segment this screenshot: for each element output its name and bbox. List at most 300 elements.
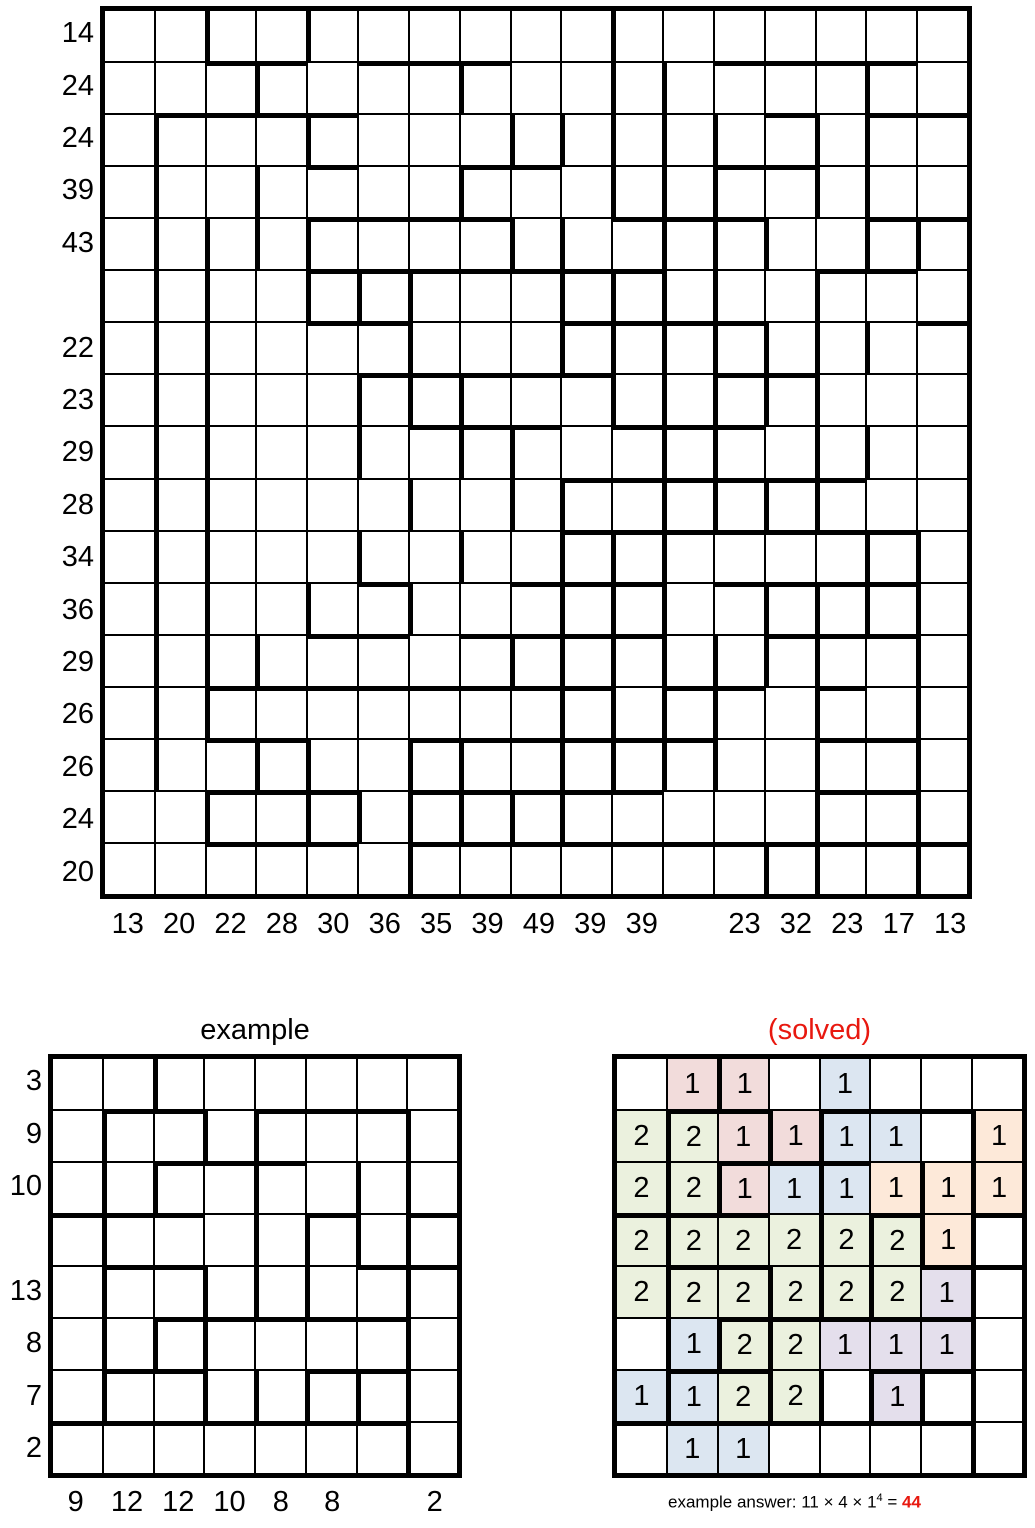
- cell-r5-c9[interactable]: [561, 270, 612, 322]
- cell-r5-c2[interactable]: [206, 270, 257, 322]
- cell-r6-c8[interactable]: [511, 322, 562, 374]
- cell-r16-c11[interactable]: [663, 843, 714, 895]
- cell-r12-c12[interactable]: [714, 635, 765, 687]
- cell-r12-c1[interactable]: [155, 635, 206, 687]
- cell-r0-c16[interactable]: [917, 10, 968, 62]
- cell-r16-c10[interactable]: [612, 843, 663, 895]
- cell-r13-c10[interactable]: [612, 687, 663, 739]
- cell-r2-c9[interactable]: [561, 114, 612, 166]
- cell-r15-c8[interactable]: [511, 791, 562, 843]
- cell-r14-c13[interactable]: [765, 739, 816, 791]
- cell-r2-c16[interactable]: [917, 114, 968, 166]
- cell-r0-c4[interactable]: [307, 10, 358, 62]
- cell-r11-c16[interactable]: [917, 583, 968, 635]
- cell-r13-c16[interactable]: [917, 687, 968, 739]
- cell-r0-c9[interactable]: [561, 10, 612, 62]
- cell-r2-c15[interactable]: [866, 114, 917, 166]
- cell-r14-c4[interactable]: [307, 739, 358, 791]
- cell-r1-c3[interactable]: [256, 62, 307, 114]
- cell-r7-c2[interactable]: [206, 374, 257, 426]
- cell-r9-c1[interactable]: [155, 479, 206, 531]
- cell-r16-c13[interactable]: [765, 843, 816, 895]
- cell-r9-c13[interactable]: [765, 479, 816, 531]
- cell-r10-c8[interactable]: [511, 531, 562, 583]
- cell-r7-c16[interactable]: [917, 374, 968, 426]
- cell-r14-c6[interactable]: [409, 739, 460, 791]
- cell-r8-c9[interactable]: [561, 426, 612, 478]
- cell-r4-c3[interactable]: [256, 218, 307, 270]
- cell-r4-c2[interactable]: [206, 218, 257, 270]
- cell-r8-c5[interactable]: [358, 426, 409, 478]
- cell-r14-c3[interactable]: [256, 739, 307, 791]
- cell-r4-c7[interactable]: [460, 218, 511, 270]
- cell-r16-c7[interactable]: [460, 843, 511, 895]
- cell-r8-c12[interactable]: [714, 426, 765, 478]
- cell-r13-c2[interactable]: [206, 687, 257, 739]
- cell-r2-c14[interactable]: [816, 114, 867, 166]
- cell-r9-c14[interactable]: [816, 479, 867, 531]
- cell-r16-c0[interactable]: [104, 843, 155, 895]
- cell-r6-c4[interactable]: [307, 322, 358, 374]
- cell-r15-c5[interactable]: [358, 791, 409, 843]
- cell-r11-c1[interactable]: [155, 583, 206, 635]
- cell-r14-c14[interactable]: [816, 739, 867, 791]
- cell-r0-c13[interactable]: [765, 10, 816, 62]
- cell-r16-c12[interactable]: [714, 843, 765, 895]
- cell-r14-c7[interactable]: [460, 739, 511, 791]
- cell-r11-c0[interactable]: [104, 583, 155, 635]
- cell-r7-c7[interactable]: [460, 374, 511, 426]
- cell-r14-c12[interactable]: [714, 739, 765, 791]
- cell-r0-c10[interactable]: [612, 10, 663, 62]
- cell-r14-c9[interactable]: [561, 739, 612, 791]
- cell-r1-c11[interactable]: [663, 62, 714, 114]
- cell-r9-c16[interactable]: [917, 479, 968, 531]
- cell-r0-c5[interactable]: [358, 10, 409, 62]
- cell-r11-c14[interactable]: [816, 583, 867, 635]
- cell-r14-c5[interactable]: [358, 739, 409, 791]
- cell-r11-c2[interactable]: [206, 583, 257, 635]
- cell-r4-c8[interactable]: [511, 218, 562, 270]
- cell-r6-c14[interactable]: [816, 322, 867, 374]
- cell-r15-c4[interactable]: [307, 791, 358, 843]
- cell-r6-c10[interactable]: [612, 322, 663, 374]
- cell-r7-c3[interactable]: [256, 374, 307, 426]
- cell-r10-c2[interactable]: [206, 531, 257, 583]
- cell-r12-c4[interactable]: [307, 635, 358, 687]
- cell-r2-c0[interactable]: [104, 114, 155, 166]
- cell-r4-c16[interactable]: [917, 218, 968, 270]
- cell-r10-c12[interactable]: [714, 531, 765, 583]
- cell-r10-c0[interactable]: [104, 531, 155, 583]
- cell-r11-c5[interactable]: [358, 583, 409, 635]
- cell-r7-c8[interactable]: [511, 374, 562, 426]
- cell-r10-c6[interactable]: [409, 531, 460, 583]
- cell-r9-c2[interactable]: [206, 479, 257, 531]
- cell-r6-c6[interactable]: [409, 322, 460, 374]
- cell-r3-c0[interactable]: [104, 166, 155, 218]
- cell-r11-c4[interactable]: [307, 583, 358, 635]
- cell-r16-c1[interactable]: [155, 843, 206, 895]
- cell-r4-c0[interactable]: [104, 218, 155, 270]
- cell-r8-c15[interactable]: [866, 426, 917, 478]
- cell-r5-c14[interactable]: [816, 270, 867, 322]
- cell-r4-c6[interactable]: [409, 218, 460, 270]
- cell-r14-c2[interactable]: [206, 739, 257, 791]
- cell-r16-c8[interactable]: [511, 843, 562, 895]
- cell-r11-c3[interactable]: [256, 583, 307, 635]
- cell-r11-c8[interactable]: [511, 583, 562, 635]
- cell-r7-c1[interactable]: [155, 374, 206, 426]
- cell-r16-c9[interactable]: [561, 843, 612, 895]
- cell-r3-c8[interactable]: [511, 166, 562, 218]
- cell-r4-c6: [357, 1266, 408, 1318]
- cell-r11-c9[interactable]: [561, 583, 612, 635]
- cell-r6-c0[interactable]: [104, 322, 155, 374]
- row-clue-10: 34: [61, 541, 94, 574]
- cell-r15-c9[interactable]: [561, 791, 612, 843]
- cell-r2-c1[interactable]: [155, 114, 206, 166]
- cell-r16-c6[interactable]: [409, 843, 460, 895]
- cell-r10-c11[interactable]: [663, 531, 714, 583]
- cell-r7-c11[interactable]: [663, 374, 714, 426]
- cell-r0-c15[interactable]: [866, 10, 917, 62]
- cell-r9-c5[interactable]: [358, 479, 409, 531]
- cell-r12-c15[interactable]: [866, 635, 917, 687]
- cell-r15-c10[interactable]: [612, 791, 663, 843]
- cell-r12-c10[interactable]: [612, 635, 663, 687]
- cell-r4-c4[interactable]: [307, 218, 358, 270]
- cell-r2-c13[interactable]: [765, 114, 816, 166]
- cell-r1-c16[interactable]: [917, 62, 968, 114]
- cell-r15-c6[interactable]: [409, 791, 460, 843]
- cell-r7-c10[interactable]: [612, 374, 663, 426]
- cell-r9-c10[interactable]: [612, 479, 663, 531]
- cell-r5-c4[interactable]: [307, 270, 358, 322]
- cell-r15-c7[interactable]: [460, 791, 511, 843]
- cell-r3-c14[interactable]: [816, 166, 867, 218]
- cell-r5-c7[interactable]: [460, 270, 511, 322]
- cell-r10-c3[interactable]: [256, 531, 307, 583]
- cell-r10-c9[interactable]: [561, 531, 612, 583]
- cell-r8-c14[interactable]: [816, 426, 867, 478]
- example-title: example: [200, 1014, 310, 1046]
- cell-r3-c6[interactable]: [409, 166, 460, 218]
- cell-r7-c0[interactable]: [104, 374, 155, 426]
- cell-r8-c10[interactable]: [612, 426, 663, 478]
- cell-r14-c16[interactable]: [917, 739, 968, 791]
- cell-r12-c7[interactable]: [460, 635, 511, 687]
- cell-r2-c8[interactable]: [511, 114, 562, 166]
- cell-r9-c6[interactable]: [409, 479, 460, 531]
- cell-r16-c15[interactable]: [866, 843, 917, 895]
- cell-r6-c13[interactable]: [765, 322, 816, 374]
- cell-r5-c6[interactable]: [409, 270, 460, 322]
- cell-r2-c3[interactable]: [256, 114, 307, 166]
- cell-r3-c1[interactable]: [155, 166, 206, 218]
- cell-r3-c2[interactable]: [206, 166, 257, 218]
- cell-r8-c8[interactable]: [511, 426, 562, 478]
- cell-r0-c8[interactable]: [511, 10, 562, 62]
- cell-r2-c12[interactable]: [714, 114, 765, 166]
- cell-r6-c1[interactable]: [155, 322, 206, 374]
- cell-r6-c15[interactable]: [866, 322, 917, 374]
- cell-r10-c14[interactable]: [816, 531, 867, 583]
- cell-r8-c1[interactable]: [155, 426, 206, 478]
- cell-r7-c4[interactable]: [307, 374, 358, 426]
- cell-r5-c0[interactable]: [104, 270, 155, 322]
- cell-r14-c0[interactable]: [104, 739, 155, 791]
- cell-r13-c6[interactable]: [409, 687, 460, 739]
- cell-r4-c10[interactable]: [612, 218, 663, 270]
- cell-r15-c16[interactable]: [917, 791, 968, 843]
- cell-r6-c3[interactable]: [256, 322, 307, 374]
- cell-r3-c4: 2: [820, 1214, 871, 1266]
- cell-r1-c5[interactable]: [358, 62, 409, 114]
- cell-r8-c11[interactable]: [663, 426, 714, 478]
- cell-r0-c2[interactable]: [206, 10, 257, 62]
- cell-r0-c12[interactable]: [714, 10, 765, 62]
- cell-r5-c10[interactable]: [612, 270, 663, 322]
- cell-r9-c11[interactable]: [663, 479, 714, 531]
- cell-r1-c4[interactable]: [307, 62, 358, 114]
- cell-r8-c7[interactable]: [460, 426, 511, 478]
- cell-r4-c1[interactable]: [155, 218, 206, 270]
- cell-r9-c3[interactable]: [256, 479, 307, 531]
- cell-r5-c11[interactable]: [663, 270, 714, 322]
- cell-r11-c13[interactable]: [765, 583, 816, 635]
- main-puzzle-grid[interactable]: [100, 6, 972, 899]
- cell-r2-c11[interactable]: [663, 114, 714, 166]
- cell-r3-c13[interactable]: [765, 166, 816, 218]
- cell-r7-c6[interactable]: [409, 374, 460, 426]
- cell-r10-c4[interactable]: [307, 531, 358, 583]
- cell-r8-c2[interactable]: [206, 426, 257, 478]
- cell-r13-c13[interactable]: [765, 687, 816, 739]
- cell-r5-c5[interactable]: [358, 270, 409, 322]
- cell-r14-c15[interactable]: [866, 739, 917, 791]
- cell-r4-c5[interactable]: [358, 218, 409, 270]
- cell-r13-c12[interactable]: [714, 687, 765, 739]
- cell-r2-c5: 1: [870, 1162, 921, 1214]
- cell-r16-c4[interactable]: [307, 843, 358, 895]
- cell-r7-c13[interactable]: [765, 374, 816, 426]
- cell-r9-c15[interactable]: [866, 479, 917, 531]
- cell-r10-c15[interactable]: [866, 531, 917, 583]
- cell-r12-c3[interactable]: [256, 635, 307, 687]
- cell-r3-c9[interactable]: [561, 166, 612, 218]
- cell-r15-c3[interactable]: [256, 791, 307, 843]
- cell-r13-c5[interactable]: [358, 687, 409, 739]
- cell-r0-c0[interactable]: [104, 10, 155, 62]
- cell-r16-c3[interactable]: [256, 843, 307, 895]
- cell-r12-c13[interactable]: [765, 635, 816, 687]
- row-clue-4: 13: [9, 1274, 42, 1307]
- cell-r1-c10[interactable]: [612, 62, 663, 114]
- cell-r9-c7[interactable]: [460, 479, 511, 531]
- cell-r1-c12[interactable]: [714, 62, 765, 114]
- cell-r15-c12[interactable]: [714, 791, 765, 843]
- cell-r15-c14[interactable]: [816, 791, 867, 843]
- cell-r4-c14[interactable]: [816, 218, 867, 270]
- cell-r3-c3[interactable]: [256, 166, 307, 218]
- cell-r8-c13[interactable]: [765, 426, 816, 478]
- cell-r3-c11[interactable]: [663, 166, 714, 218]
- cell-r12-c0[interactable]: [104, 635, 155, 687]
- cell-r1-c15[interactable]: [866, 62, 917, 114]
- cell-r14-c1[interactable]: [155, 739, 206, 791]
- cell-r13-c11[interactable]: [663, 687, 714, 739]
- cell-r14-c11[interactable]: [663, 739, 714, 791]
- cell-r7-c12[interactable]: [714, 374, 765, 426]
- cell-r8-c16[interactable]: [917, 426, 968, 478]
- cell-r1-c1[interactable]: [155, 62, 206, 114]
- cell-r15-c0[interactable]: [104, 791, 155, 843]
- cell-r6-c12[interactable]: [714, 322, 765, 374]
- cell-r3-c4[interactable]: [307, 166, 358, 218]
- cell-r3-c10[interactable]: [612, 166, 663, 218]
- cell-r4-c12[interactable]: [714, 218, 765, 270]
- cell-r16-c14[interactable]: [816, 843, 867, 895]
- cell-r11-c10[interactable]: [612, 583, 663, 635]
- cell-r3-c12[interactable]: [714, 166, 765, 218]
- cell-r1-c8[interactable]: [511, 62, 562, 114]
- cell-r5-c8[interactable]: [511, 270, 562, 322]
- cell-r13-c14[interactable]: [816, 687, 867, 739]
- cell-r0-c3[interactable]: [256, 10, 307, 62]
- cell-r3-c16[interactable]: [917, 166, 968, 218]
- cell-r9-c12[interactable]: [714, 479, 765, 531]
- cell-r11-c7[interactable]: [460, 583, 511, 635]
- cell-r5-c16[interactable]: [917, 270, 968, 322]
- cell-r1-c9[interactable]: [561, 62, 612, 114]
- cell-r5-c12[interactable]: [714, 270, 765, 322]
- cell-r2-c4[interactable]: [307, 114, 358, 166]
- cell-r7-c14[interactable]: [816, 374, 867, 426]
- cell-r6-c5[interactable]: [358, 322, 409, 374]
- cell-r11-c11[interactable]: [663, 583, 714, 635]
- cell-r8-c6[interactable]: [409, 426, 460, 478]
- cell-r10-c13[interactable]: [765, 531, 816, 583]
- cell-r1-c13[interactable]: [765, 62, 816, 114]
- cell-r4-c13[interactable]: [765, 218, 816, 270]
- cell-r15-c15[interactable]: [866, 791, 917, 843]
- cell-r12-c14[interactable]: [816, 635, 867, 687]
- cell-r3-c15[interactable]: [866, 166, 917, 218]
- cell-r2-c6[interactable]: [409, 114, 460, 166]
- cell-r7-c5[interactable]: [358, 374, 409, 426]
- cell-r4-c15[interactable]: [866, 218, 917, 270]
- cell-r0-c7[interactable]: [460, 10, 511, 62]
- cell-r2-c5[interactable]: [358, 114, 409, 166]
- cell-r5-c1[interactable]: [155, 270, 206, 322]
- cell-r13-c9[interactable]: [561, 687, 612, 739]
- cell-r7-c9[interactable]: [561, 374, 612, 426]
- cell-r6-c11[interactable]: [663, 322, 714, 374]
- cell-r1-c2[interactable]: [206, 62, 257, 114]
- cell-r6-c7[interactable]: [460, 322, 511, 374]
- cell-r7-c15[interactable]: [866, 374, 917, 426]
- cell-r5-c15[interactable]: [866, 270, 917, 322]
- cell-r8-c0[interactable]: [104, 426, 155, 478]
- cell-r2-c2[interactable]: [206, 114, 257, 166]
- cell-r7-c5: [306, 1422, 357, 1474]
- cell-r15-c1[interactable]: [155, 791, 206, 843]
- cell-r0-c0: [52, 1058, 103, 1110]
- cell-r8-c4[interactable]: [307, 426, 358, 478]
- cell-r2-c10[interactable]: [612, 114, 663, 166]
- cell-r13-c3[interactable]: [256, 687, 307, 739]
- cell-r10-c7[interactable]: [460, 531, 511, 583]
- cell-r12-c2[interactable]: [206, 635, 257, 687]
- cell-r12-c5[interactable]: [358, 635, 409, 687]
- cell-r3-c5[interactable]: [358, 166, 409, 218]
- cell-r1-c14[interactable]: [816, 62, 867, 114]
- cell-r11-c6[interactable]: [409, 583, 460, 635]
- cell-r12-c16[interactable]: [917, 635, 968, 687]
- cell-r0-c11[interactable]: [663, 10, 714, 62]
- cell-r16-c16[interactable]: [917, 843, 968, 895]
- cell-r3-c7[interactable]: [460, 166, 511, 218]
- cell-r14-c10[interactable]: [612, 739, 663, 791]
- cell-r10-c1[interactable]: [155, 531, 206, 583]
- cell-r11-c15[interactable]: [866, 583, 917, 635]
- cell-r5-c13[interactable]: [765, 270, 816, 322]
- cell-r13-c7[interactable]: [460, 687, 511, 739]
- cell-r12-c6[interactable]: [409, 635, 460, 687]
- cell-r9-c9[interactable]: [561, 479, 612, 531]
- cell-r2-c7[interactable]: [460, 114, 511, 166]
- cell-r16-c2[interactable]: [206, 843, 257, 895]
- cell-r10-c10[interactable]: [612, 531, 663, 583]
- cell-r14-c8[interactable]: [511, 739, 562, 791]
- cell-r5-c3[interactable]: [256, 270, 307, 322]
- cell-r6-c3: [204, 1370, 255, 1422]
- cell-r13-c4[interactable]: [307, 687, 358, 739]
- cell-r13-c0[interactable]: [104, 687, 155, 739]
- cell-r13-c15[interactable]: [866, 687, 917, 739]
- cell-r6-c2[interactable]: [206, 322, 257, 374]
- cell-r6-c9[interactable]: [561, 322, 612, 374]
- cell-r0-c1[interactable]: [155, 10, 206, 62]
- cell-r4-c9[interactable]: [561, 218, 612, 270]
- cell-r16-c5[interactable]: [358, 843, 409, 895]
- cell-r0-c14[interactable]: [816, 10, 867, 62]
- cell-r15-c2[interactable]: [206, 791, 257, 843]
- cell-r12-c9[interactable]: [561, 635, 612, 687]
- cell-r4-c11[interactable]: [663, 218, 714, 270]
- cell-r15-c13[interactable]: [765, 791, 816, 843]
- cell-r9-c4[interactable]: [307, 479, 358, 531]
- cell-r10-c16[interactable]: [917, 531, 968, 583]
- cell-r10-c5[interactable]: [358, 531, 409, 583]
- cell-r13-c1[interactable]: [155, 687, 206, 739]
- cell-r0-c4: [255, 1058, 306, 1110]
- cell-r9-c8[interactable]: [511, 479, 562, 531]
- cell-r12-c8[interactable]: [511, 635, 562, 687]
- cell-r1-c7[interactable]: [460, 62, 511, 114]
- cell-r11-c12[interactable]: [714, 583, 765, 635]
- cell-r15-c11[interactable]: [663, 791, 714, 843]
- cell-r1-c0[interactable]: [104, 62, 155, 114]
- cell-r1-c6[interactable]: [409, 62, 460, 114]
- cell-r6-c16[interactable]: [917, 322, 968, 374]
- cell-r9-c0[interactable]: [104, 479, 155, 531]
- cell-r8-c3[interactable]: [256, 426, 307, 478]
- cell-r13-c8[interactable]: [511, 687, 562, 739]
- cell-r0-c6[interactable]: [409, 10, 460, 62]
- cell-r12-c11[interactable]: [663, 635, 714, 687]
